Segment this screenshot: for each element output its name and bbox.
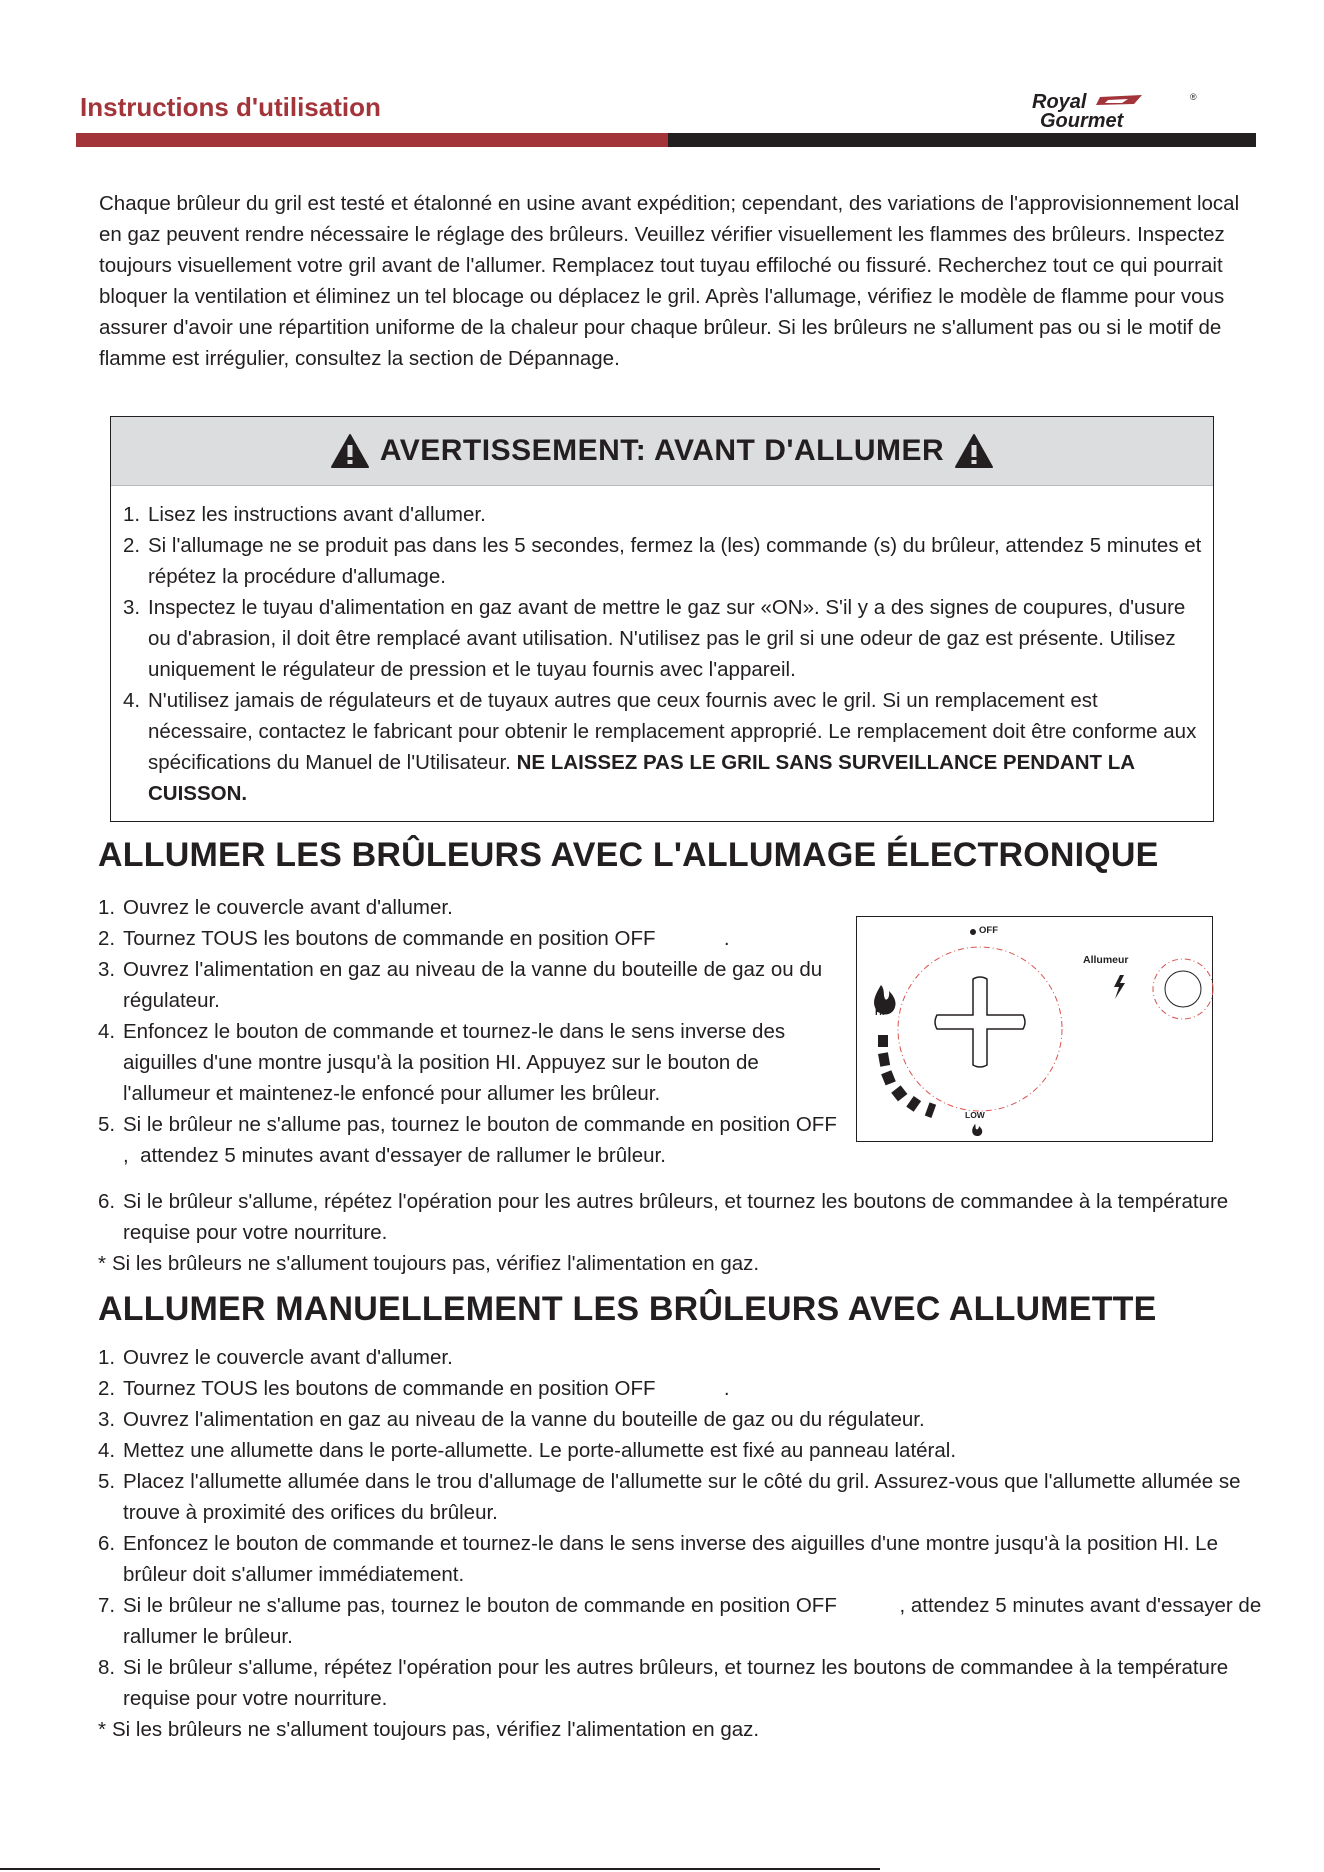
- warning-bold-text: NE LAISSEZ PAS LE GRIL SANS SURVEILLANCE PENDANT LA CUISSON.: [148, 751, 1135, 805]
- list-item: * Si les brûleurs ne s'allument toujours pas, vérifiez l'alimentation en gaz.: [98, 1252, 760, 1275]
- header-bar-red: [76, 133, 668, 147]
- hi-label: HI: [875, 1007, 885, 1018]
- intro-paragraph: Chaque brûleur du gril est testé et étalonné en usine avant expédition; cependant, des variations de l'approvisionnement local en gaz peuvent rendre nécessaire le réglage des brûleurs. Veuillez vérifier visuellement les flammes des brûleurs. Inspectez toujours visuellement votre gril avant de l'allumer. Remplacez tout tuyau effiloché ou fissuré. Recherchez tout ce qui pourrait bloquer la ventilation et éliminez un tel blocage ou déplacez le gril. Après l'allumage, vérifiez le modèle de flamme pour vous assurer d'avoir une répartition uniforme de la chaleur pour chaque brûleur. Si les brûleurs ne s'allument pas ou si le motif de flamme est irrégulier, consultez la section de Dépannage.: [99, 192, 1240, 370]
- lightning-icon: [1114, 975, 1125, 999]
- page-header-title: Instructions d'utilisation: [80, 92, 381, 122]
- footer-rule: [0, 1868, 880, 1870]
- off-label: OFF: [979, 925, 998, 936]
- list-item: 7. Si le brûleur ne s'allume pas, tournez le bouton de commande en position OFF , attendez 5 minutes avant d'essayer de rallumer le brûleur.: [98, 1594, 1267, 1648]
- heat-scale-icon: [878, 1035, 936, 1118]
- logo-line1: Royal: [1032, 91, 1087, 113]
- igniter-label: Allumeur: [1083, 954, 1129, 966]
- section2-title: ALLUMER MANUELLEMENT LES BRÛLEURS AVEC ALLUMETTE: [98, 1290, 1157, 1328]
- list-item: 2. Tournez TOUS les boutons de commande en position OFF .: [98, 1377, 730, 1400]
- warning-box: [110, 416, 1214, 822]
- list-item: 1. Ouvrez le couvercle avant d'allumer.: [98, 1346, 453, 1369]
- warning-list: [123, 499, 1203, 809]
- list-item: 2. Si l'allumage ne se produit pas dans les 5 secondes, fermez la (les) commande (s) du brûleur, attendez 5 minutes et répétez la procédure d'allumage.: [123, 534, 1202, 588]
- section1-list-continued: [98, 1186, 1248, 1279]
- list-item: 4. N'utilisez jamais de régulateurs et de tuyaux autres que ceux fournis avec le gril. Si un remplacement est nécessaire, contactez le fabricant pour obtenir le remplacement approprié. Le remplacement doit être conforme aux spécifications du Manuel de l'Utilisateur. NE LAISSEZ PAS LE GRIL SANS SURVEILLANCE PENDANT LA CUISSON.: [123, 689, 1197, 805]
- section2-list: [98, 1342, 1268, 1745]
- header-bar-dark: [668, 133, 1256, 147]
- list-item: 5. Si le brûleur ne s'allume pas, tournez le bouton de commande en position OFF , attendez 5 minutes avant d'essayer de rallumer le brûleur.: [98, 1113, 900, 1167]
- list-item: 3. Inspectez le tuyau d'alimentation en gaz avant de mettre le gaz sur «ON». S'il y a des signes de coupures, d'usure ou d'abrasion, il doit être remplacé avant utilisation. N'utilisez pas le gril si une odeur de gaz est présente. Utilisez uniquement le régulateur de pression et le tuyau fournis avec l'appareil.: [123, 596, 1186, 681]
- list-item: 6. Enfoncez le bouton de commande et tournez-le dans le sens inverse des aiguilles d'une montre jusqu'à la position HI. Le brûleur doit s'allumer immédiatement.: [98, 1532, 1218, 1586]
- knob-icon: [935, 977, 1025, 1067]
- list-item: 1. Lisez les instructions avant d'allumer.: [123, 503, 486, 526]
- section1-list: [98, 892, 900, 1171]
- list-item: 5. Placez l'allumette allumée dans le trou d'allumage de l'allumette sur le côté du gril. Assurez-vous que l'allumette allumée se trouve à proximité des orifices du brûleur.: [98, 1470, 1241, 1524]
- list-item: 3. Ouvrez l'alimentation en gaz au niveau de la vanne du bouteille de gaz ou du régulateur.: [98, 1408, 925, 1431]
- control-knob-diagram: [856, 916, 1213, 1142]
- logo-line2: Gourmet: [1040, 110, 1124, 130]
- list-item: 1. Ouvrez le couvercle avant d'allumer.: [98, 896, 453, 919]
- section1-title: ALLUMER LES BRÛLEURS AVEC L'ALLUMAGE ÉLECTRONIQUE: [98, 836, 1159, 874]
- off-dot-icon: [970, 929, 976, 935]
- logo-registered-mark: ®: [1190, 92, 1197, 102]
- brand-logo: [1030, 90, 1230, 130]
- warning-header: [111, 417, 1213, 486]
- warning-title: AVERTISSEMENT: AVANT D'ALLUMER: [379, 434, 945, 467]
- list-item: * Si les brûleurs ne s'allument toujours pas, vérifiez l'alimentation en gaz.: [98, 1718, 760, 1741]
- low-label: LOW: [965, 1110, 985, 1120]
- list-item: 8. Si le brûleur s'allume, répétez l'opération pour les autres brûleurs, et tournez les boutons de commandee à la température requise pour votre nourriture.: [98, 1656, 1229, 1710]
- warning-triangle-icon: [954, 433, 994, 469]
- list-item: 4. Mettez une allumette dans le porte-allumette. Le porte-allumette est fixé au panneau latéral.: [98, 1439, 957, 1462]
- list-item: 2. Tournez TOUS les boutons de commande en position OFF .: [98, 927, 730, 950]
- flame-low-icon: [972, 1124, 982, 1136]
- warning-triangle-icon: [330, 433, 370, 469]
- list-item: 6. Si le brûleur s'allume, répétez l'opération pour les autres brûleurs, et tournez les boutons de commandee à la température requise pour votre nourriture.: [98, 1190, 1229, 1244]
- list-item: 3. Ouvrez l'alimentation en gaz au niveau de la vanne du bouteille de gaz ou du régulateur.: [98, 958, 823, 1012]
- list-item: 4. Enfoncez le bouton de commande et tournez-le dans le sens inverse des aiguilles d'une montre jusqu'à la position HI. Appuyez sur le bouton de l'allumeur et maintenez-le enfoncé pour allumer les brûleur.: [98, 1020, 786, 1105]
